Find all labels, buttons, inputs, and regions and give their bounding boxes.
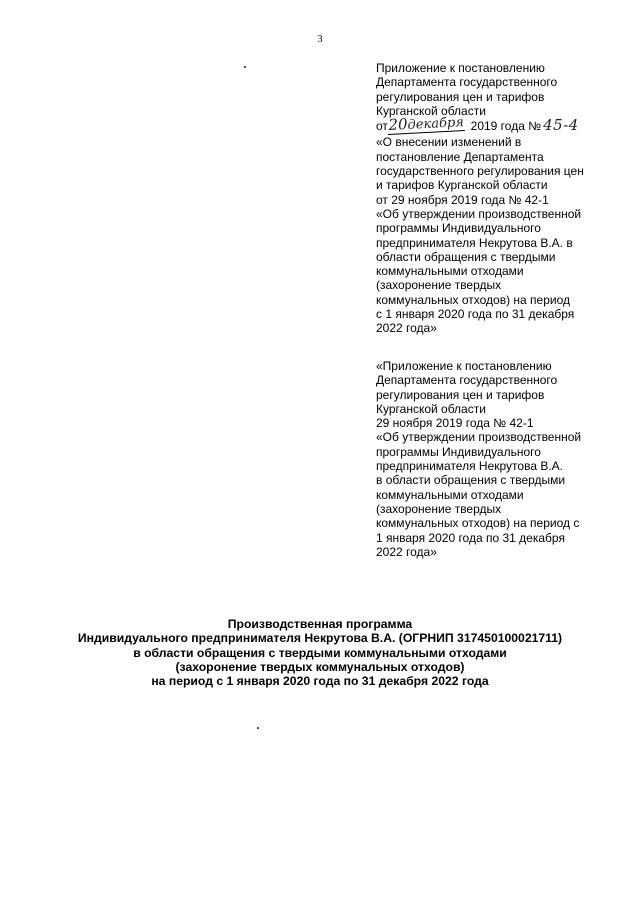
title-line: в области обращения с твердыми коммунальными отходами <box>133 645 507 660</box>
appendix-line: Курганской области <box>376 401 486 416</box>
handwritten-date <box>387 114 465 135</box>
title-line: Производственная программа <box>227 617 413 631</box>
subject-line: коммунальных отходов) на период <box>376 292 570 307</box>
appendix-line: «Об утверждении производственной <box>376 430 582 445</box>
appendix-line: программы Индивидуального <box>376 444 541 459</box>
handwritten-decree-number: 45-4 <box>543 116 579 135</box>
appendix-line: коммунальных отходов) на период с <box>376 516 580 531</box>
appendix-line: 1 января 2020 года по 31 декабря <box>376 530 565 545</box>
subject-line: и тарифов Курганской области <box>376 178 548 193</box>
subject-line: 2022 года» <box>376 321 437 336</box>
title-line: на период с 1 января 2020 года по 31 декабря 2022 года <box>151 674 489 689</box>
subject-line: с 1 января 2020 года по 31 декабря <box>376 307 575 322</box>
decree-date-line <box>376 115 626 135</box>
appendix-line: «Приложение к постановлению <box>376 359 552 373</box>
appendix-line: в области обращения с твердыми <box>376 473 566 488</box>
subject-line: «Об утверждении производственной <box>376 206 582 221</box>
appendix-line: коммунальными отходами <box>376 487 524 502</box>
handwritten-month: декабря <box>407 115 465 134</box>
subject-line: области обращения с твердыми <box>376 249 556 264</box>
appendix-line: 2022 года» <box>376 544 437 559</box>
scan-speck <box>244 66 246 68</box>
original-appendix <box>376 359 626 559</box>
appendix-line: предпринимателя Некрутова В.А. <box>376 459 564 474</box>
subject-line: от 29 ноября 2019 года № 42-1 <box>376 192 549 207</box>
page-number: 3 <box>317 34 323 45</box>
handwritten-day: 20 <box>387 115 408 135</box>
appendix-line: 29 ноября 2019 года № 42-1 <box>376 416 534 431</box>
header-line: регулирования цен и тарифов <box>376 89 545 104</box>
subject-line: программы Индивидуального <box>376 221 541 236</box>
subject-line: «О внесении изменений в <box>376 135 522 150</box>
scan-speck <box>257 727 259 729</box>
title-line: Индивидуального предпринимателя Некрутова В.А. (ОГРНИП 317450100021711) <box>77 631 563 646</box>
decree-year: 2019 года № <box>470 119 542 134</box>
subject-line: государственного регулирования цен <box>376 164 584 179</box>
subject-line: предпринимателя Некрутова В.А. в <box>376 235 573 250</box>
appendix-line: (захоронение твердых <box>376 501 502 516</box>
appendix-line: регулирования цен и тарифов <box>376 387 545 402</box>
header-line: Департамента государственного <box>376 75 558 90</box>
appendix-line: Департамента государственного <box>376 373 558 388</box>
title-line: (захоронение твердых коммунальных отходов) <box>175 659 465 674</box>
date-prefix: от <box>376 119 388 134</box>
subject-line: коммунальными отходами <box>376 264 524 279</box>
header-line: Курганской области <box>376 103 486 118</box>
program-title <box>0 617 640 688</box>
appendix-header <box>376 61 626 336</box>
header-line: Приложение к постановлению <box>376 61 545 75</box>
subject-line: постановление Департамента <box>376 149 544 164</box>
subject-line: (захоронение твердых <box>376 278 502 293</box>
